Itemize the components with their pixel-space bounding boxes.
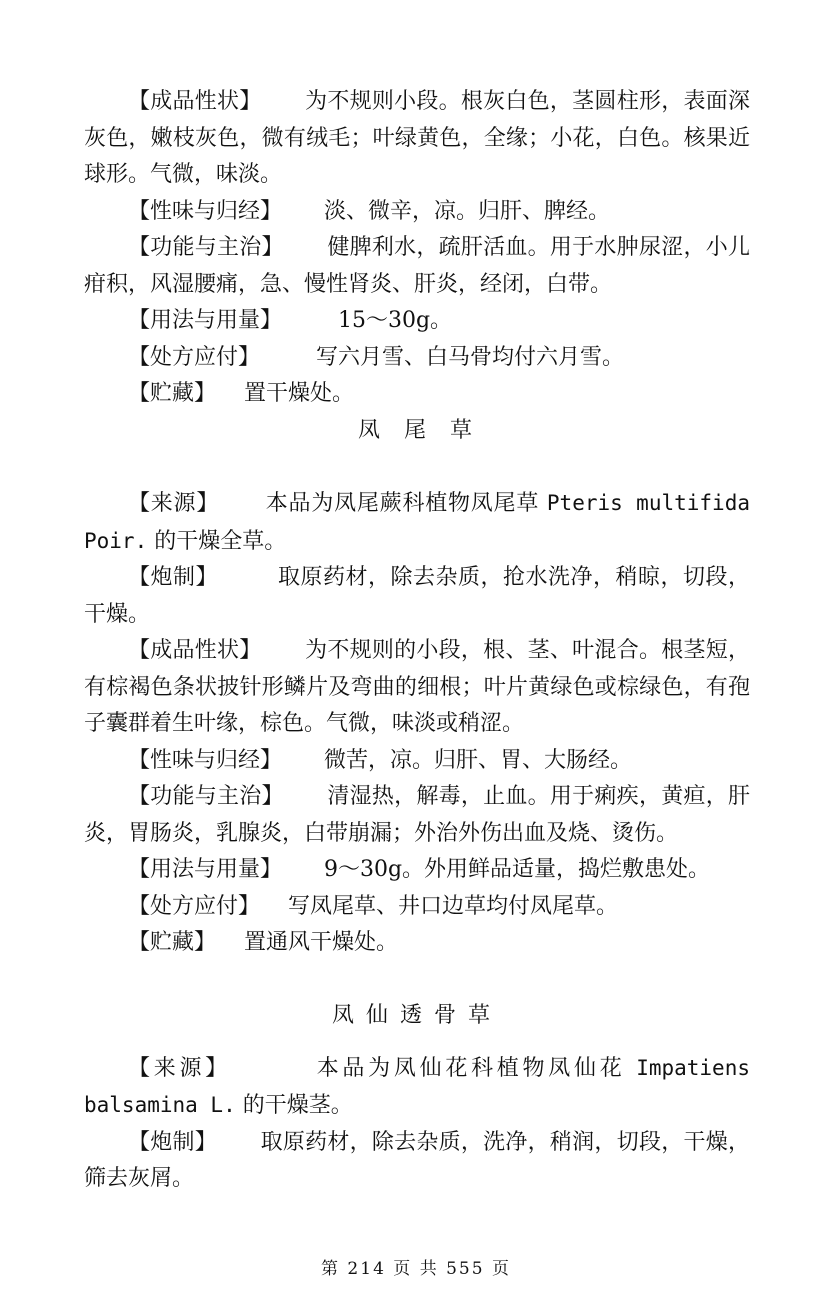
section-title-fengweicao: 凤尾草 xyxy=(357,417,496,443)
text-storage: 置干燥处。 xyxy=(244,381,355,406)
label-taste-meridian-2: 【性味与归经】 xyxy=(128,747,283,773)
label-processing: 【炮制】 xyxy=(128,565,219,590)
page-number-footer: 第 214 页 共 555 页 xyxy=(321,1259,511,1279)
paragraph-taste-meridian xyxy=(84,194,750,231)
text-source-3b: 的干燥茎。 xyxy=(242,1093,353,1118)
paragraph-taste-meridian-2 xyxy=(84,743,750,780)
text-processing-3: 取原药材，除去杂质，洗净，稍润，切段，干燥，筛去灰屑。 xyxy=(84,1129,750,1191)
page-content xyxy=(84,84,750,1198)
label-source-3: 【来源】 xyxy=(128,1055,231,1081)
label-source: 【来源】 xyxy=(128,491,220,516)
paragraph-storage xyxy=(84,376,750,413)
paragraph-storage-2 xyxy=(84,925,750,962)
text-processing: 取原药材，除去杂质，抢水洗净，稍晾，切段，干燥。 xyxy=(84,565,750,627)
paragraph-dosage xyxy=(84,303,750,340)
text-source-3-latin: Impatiens balsamina L. xyxy=(84,1055,750,1117)
label-appearance: 【成品性状】 xyxy=(128,89,262,114)
text-appearance-2: 为不规则的小段，根、茎、叶混合。根茎短，有棕褐色条状披针形鳞片及弯曲的细根；叶片黄绿色或棕绿色，有孢子囊群着生叶缘，棕色。气微，味淡或稍涩。 xyxy=(84,638,750,736)
paragraph-processing xyxy=(84,560,750,633)
text-dosage-2: 9～30g。外用鲜品适量，捣烂敷患处。 xyxy=(323,857,711,882)
text-prescription-2: 写凤尾草、井口边草均付凤尾草。 xyxy=(288,893,619,919)
label-function: 【功能与主治】 xyxy=(128,235,284,260)
label-dosage: 【用法与用量】 xyxy=(128,308,283,333)
text-prescription: 写六月雪、白马骨均付六月雪。 xyxy=(315,344,624,370)
text-storage-2: 置通风干燥处。 xyxy=(244,930,399,955)
text-source-3a: 本品为凤仙花科植物凤仙花 xyxy=(316,1055,626,1081)
label-prescription-2: 【处方应付】 xyxy=(128,893,261,919)
text-function-2: 清湿热，解毒，止血。用于痢疾，黄疸，肝炎，胃肠炎，乳腺炎，白带崩漏；外治外伤出血及烧、烫伤。 xyxy=(84,784,750,846)
text-source-b: 的干燥全草。 xyxy=(154,528,287,554)
paragraph-function xyxy=(84,230,750,303)
text-source-a: 本品为凤尾蕨科植物凤尾草 xyxy=(265,491,540,516)
label-processing-3: 【炮制】 xyxy=(128,1129,218,1155)
label-appearance-2: 【成品性状】 xyxy=(128,638,262,663)
paragraph-source-3 xyxy=(84,1050,750,1125)
text-source-latin: Pteris multifida Poir. xyxy=(84,491,750,553)
text-appearance: 为不规则小段。根灰白色，茎圆柱形，表面深灰色，嫩枝灰色，微有绒毛；叶绿黄色，全缘；小花，白色。核果近球形。气微，味淡。 xyxy=(84,89,750,187)
paragraph-function-2 xyxy=(84,779,750,852)
section-title-fengxiantougucao: 凤仙透骨草 xyxy=(331,1002,502,1028)
label-prescription: 【处方应付】 xyxy=(128,344,261,370)
paragraph-appearance-2 xyxy=(84,633,750,743)
label-function-2: 【功能与主治】 xyxy=(128,784,284,809)
text-taste-meridian: 淡、微辛，凉。归肝、脾经。 xyxy=(323,198,610,224)
text-function: 健脾利水，疏肝活血。用于水肿尿涩，小儿疳积，风湿腰痛，急、慢性肾炎、肝炎，经闭，白带。 xyxy=(84,235,750,297)
paragraph-prescription-2 xyxy=(84,889,750,926)
paragraph-source xyxy=(84,485,750,560)
label-storage-2: 【贮藏】 xyxy=(128,930,217,955)
paragraph-processing-3 xyxy=(84,1125,750,1198)
paragraph-appearance xyxy=(84,84,750,194)
label-dosage-2: 【用法与用量】 xyxy=(128,857,283,882)
paragraph-dosage-2 xyxy=(84,852,750,889)
label-taste-meridian: 【性味与归经】 xyxy=(128,198,283,224)
text-dosage: 15～30g。 xyxy=(337,308,453,333)
label-storage: 【贮藏】 xyxy=(128,381,217,406)
paragraph-prescription xyxy=(84,340,750,377)
text-taste-meridian-2: 微苦，凉。归肝、胃、大肠经。 xyxy=(323,747,632,773)
